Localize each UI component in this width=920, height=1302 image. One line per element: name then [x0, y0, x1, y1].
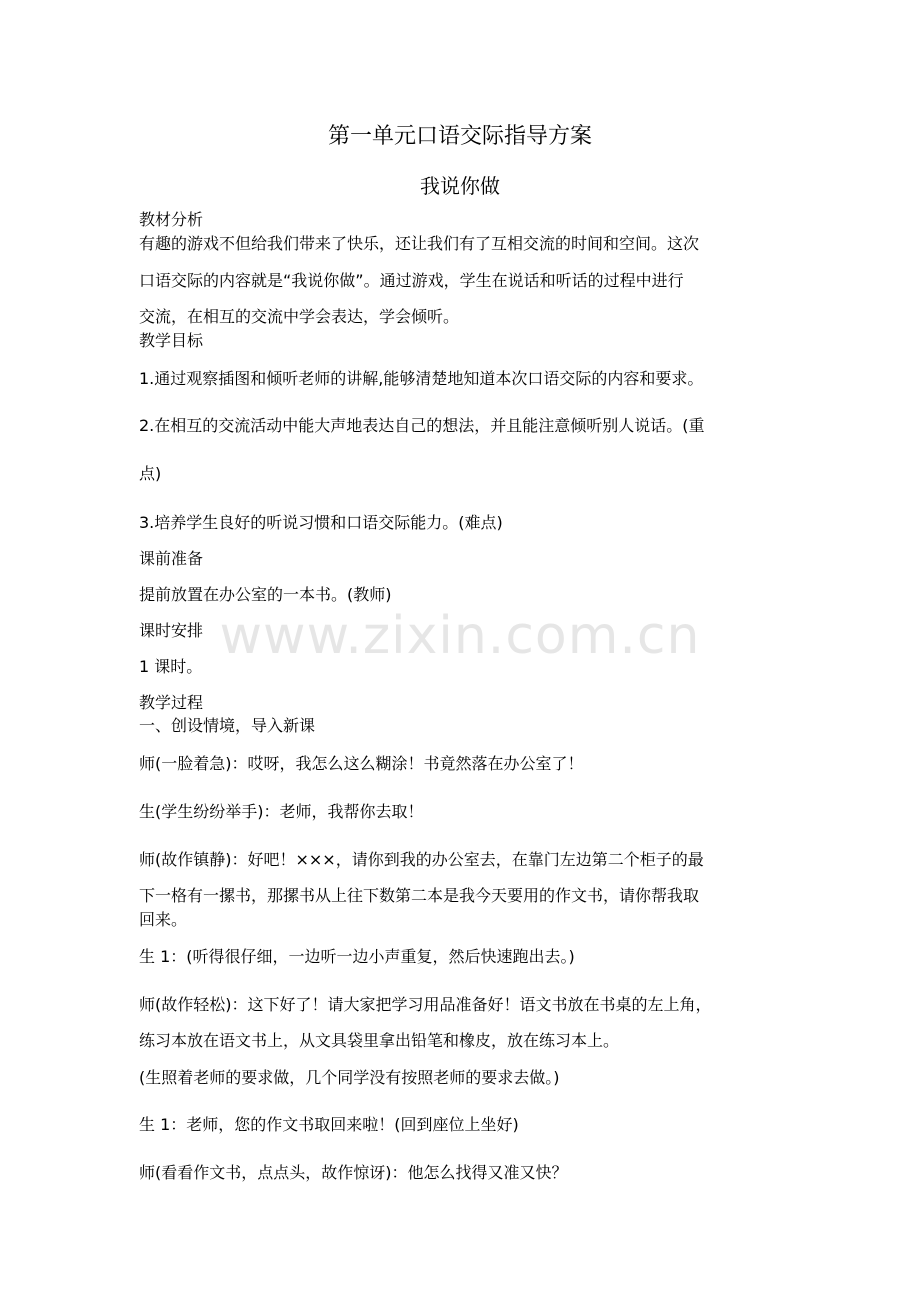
process-step: 一、创设情境，导入新课 — [139, 716, 316, 735]
document-subtitle: 我说你做 — [420, 174, 500, 198]
schedule-heading: 课时安排 — [139, 621, 204, 640]
dialogue-line: 生(学生纷纷举手)：老师，我帮你去取！ — [139, 802, 424, 821]
goal-item: 3.培养学生良好的听说习惯和口语交际能力。(难点) — [139, 513, 503, 532]
dialogue-line: 师(一脸着急)：哎呀，我怎么这么糊涂！书竟然落在办公室了！ — [139, 754, 584, 773]
analysis-line: 有趣的游戏不但给我们带来了快乐，还让我们有了互相交流的时间和空间。这次 — [139, 234, 700, 253]
document-title: 第一单元口语交际指导方案 — [327, 124, 592, 149]
goal-item: 点) — [139, 464, 162, 483]
prep-heading: 课前准备 — [139, 549, 204, 568]
dialogue-line: (生照着老师的要求做，几个同学没有按照老师的要求去做。) — [139, 1068, 560, 1087]
goal-item: 2.在相互的交流活动中能大声地表达自己的想法，并且能注意倾听别人说话。(重 — [139, 416, 705, 435]
prep-text: 提前放置在办公室的一本书。(教师) — [139, 585, 392, 604]
analysis-heading: 教材分析 — [139, 210, 204, 229]
dialogue-line: 生 1：(听得很仔细，一边听一边小声重复，然后快速跑出去。) — [139, 947, 575, 966]
dialogue-line: 师(看看作文书，点点头，故作惊讶)：他怎么找得又准又快？ — [139, 1163, 568, 1182]
goals-heading: 教学目标 — [139, 331, 204, 350]
dialogue-line: 生 1：老师，您的作文书取回来啦！(回到座位上坐好) — [139, 1115, 519, 1134]
dialogue-line: 练习本放在语文书上，从文具袋里拿出铅笔和橡皮，放在练习本上。 — [139, 1031, 620, 1050]
goal-item: 1.通过观察插图和倾听老师的讲解,能够清楚地知道本次口语交际的内容和要求。 — [139, 369, 704, 388]
process-heading: 教学过程 — [139, 693, 204, 712]
dialogue-line: 师(故作轻松)：这下好了！请大家把学习用品准备好！语文书放在书桌的左上角， — [139, 995, 712, 1014]
dialogue-line: 师(故作镇静)：好吧！×××，请你到我的办公室去，在靠门左边第二个柜子的最 — [139, 850, 704, 869]
watermark: www.zixin.com.cn — [219, 606, 701, 666]
schedule-text: 1 课时。 — [139, 657, 203, 676]
analysis-line: 交流，在相互的交流中学会表达，学会倾听。 — [139, 307, 460, 326]
dialogue-line: 回来。 — [139, 910, 188, 929]
analysis-line: 口语交际的内容就是“我说你做”。通过游戏，学生在说话和听话的过程中进行 — [139, 271, 684, 290]
dialogue-line: 下一格有一摞书，那摞书从上往下数第二本是我今天要用的作文书，请你帮我取 — [139, 886, 700, 905]
